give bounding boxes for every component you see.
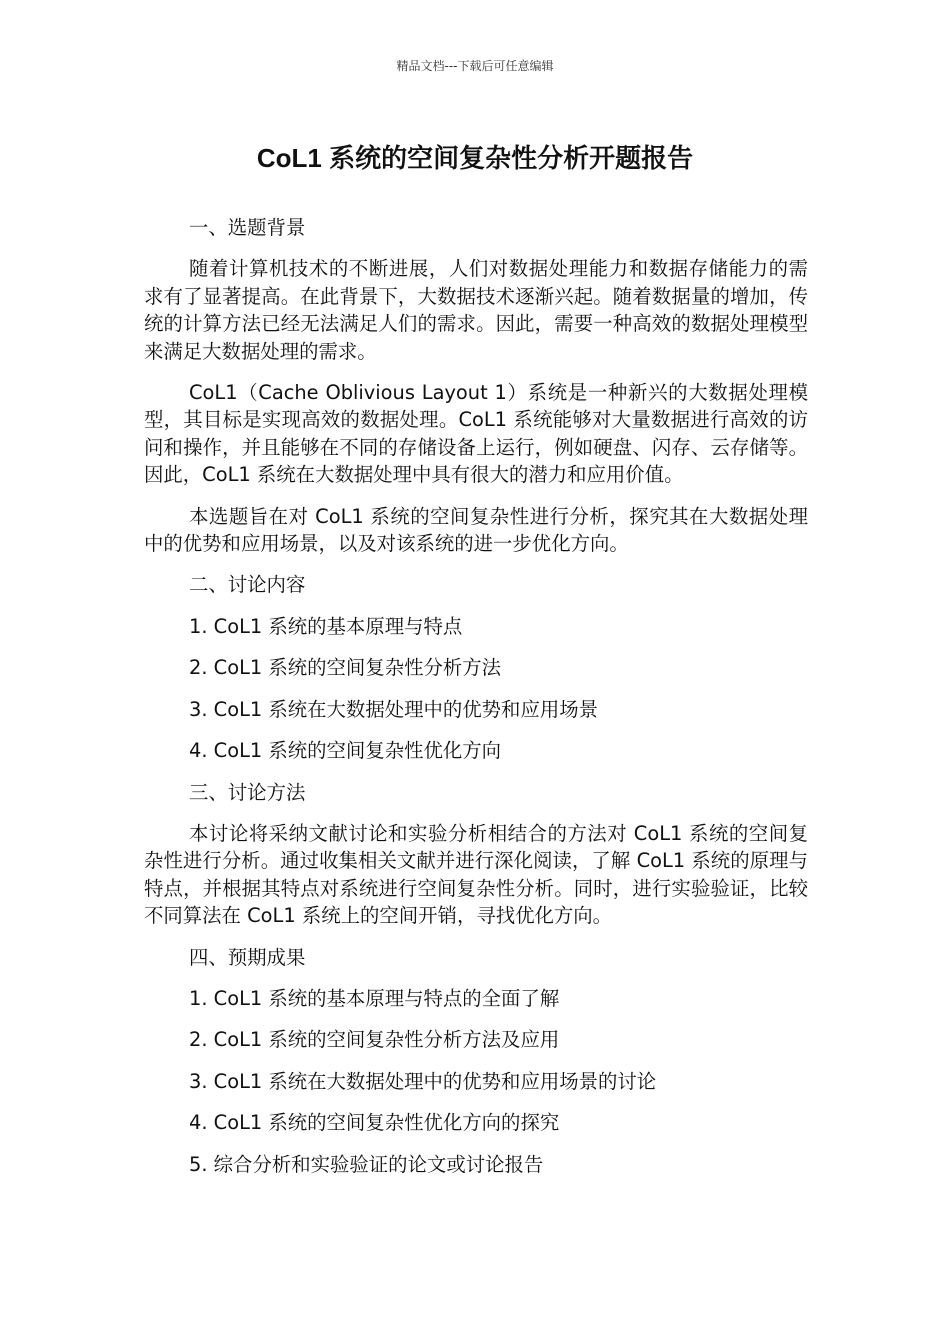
section-heading-background: 一、选题背景 bbox=[189, 216, 306, 239]
section-heading-content: 二、讨论内容 bbox=[189, 573, 306, 597]
list-item: 4. CoL1 系统的空间复杂性优化方向 bbox=[189, 739, 502, 763]
list-item: 1. CoL1 系统的基本原理与特点 bbox=[189, 614, 463, 638]
list-item: 4. CoL1 系统的空间复杂性优化方向的探究 bbox=[189, 1111, 560, 1135]
list-item: 2. CoL1 系统的空间复杂性分析方法 bbox=[189, 656, 502, 680]
paragraph: 本讨论将采纳文献讨论和实验分析相结合的方法对 CoL1 系统的空间复杂性进行分析。通过收集相关文献并进行深化阅读，了解 CoL1 系统的原理与特点，并根据其特点对系统进行空间复杂性分析。同时，进行实验验证，比较不同算法在 CoL1 系统上的空间开销，寻找优化方向。 bbox=[144, 821, 808, 928]
list-item: 3. CoL1 系统在大数据处理中的优势和应用场景的讨论 bbox=[189, 1069, 657, 1093]
section-heading-outcomes: 四、预期成果 bbox=[189, 945, 306, 969]
list-item: 1. CoL1 系统的基本原理与特点的全面了解 bbox=[189, 986, 560, 1010]
paragraph: 随着计算机技术的不断进展，人们对数据处理能力和数据存储能力的需求有了显著提高。在此背景下，大数据技术逐渐兴起。随着数据量的增加，传统的计算方法已经无法满足人们的需求。因此，需要一种高效的数据处理模型来满足大数据处理的需求。 bbox=[144, 257, 808, 363]
paragraph: 本选题旨在对 CoL1 系统的空间复杂性进行分析，探究其在大数据处理中的优势和应用场景，以及对该系统的进一步优化方向。 bbox=[144, 504, 808, 556]
document-body bbox=[144, 214, 808, 1192]
page-header: 精品文档---下载后可任意编辑 bbox=[396, 59, 554, 73]
list-item: 3. CoL1 系统在大数据处理中的优势和应用场景 bbox=[189, 697, 599, 721]
list-item: 2. CoL1 系统的空间复杂性分析方法及应用 bbox=[189, 1028, 560, 1052]
document-title: CoL1 系统的空间复杂性分析开题报告 bbox=[256, 143, 694, 173]
paragraph: CoL1（Cache Oblivious Layout 1）系统是一种新兴的大数据处理模型，其目标是实现高效的数据处理。CoL1 系统能够对大量数据进行高效的访问和操作，并且能够在不同的存储设备上运行，例如硬盘、闪存、云存储等。因此，CoL1 系统在大数据处理中具有很大的潜力和应用价值。 bbox=[144, 381, 808, 487]
section-heading-method: 三、讨论方法 bbox=[189, 780, 306, 804]
list-item: 5. 综合分析和实验验证的论文或讨论报告 bbox=[189, 1152, 544, 1176]
